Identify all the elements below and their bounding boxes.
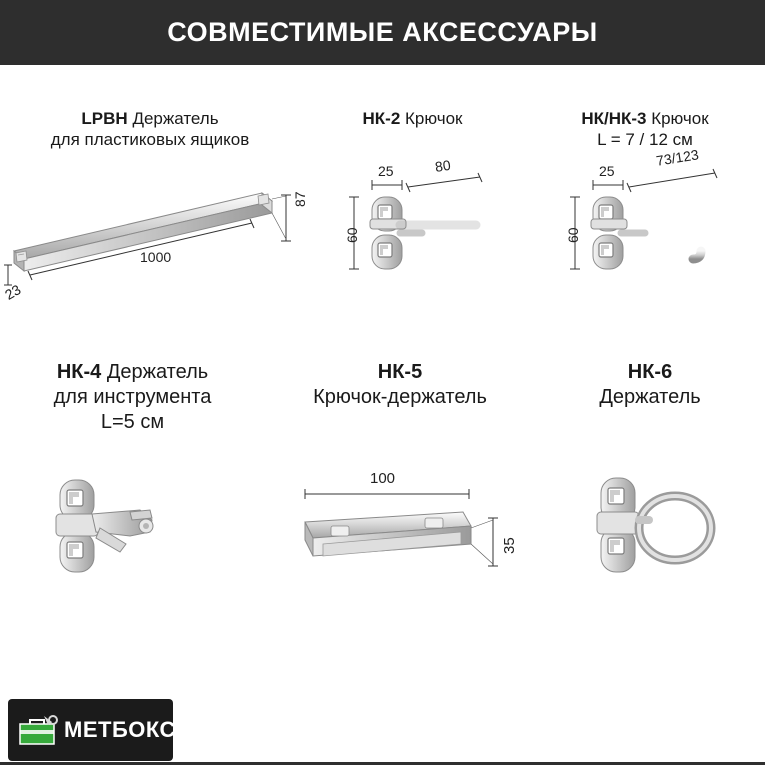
dimension-nk3-60: 60: [565, 227, 581, 243]
product-length-nk4: L=5 см: [100, 411, 165, 433]
product-image-nk5: [265, 470, 535, 620]
nk6-drawing: [535, 470, 765, 620]
product-code-nk3: НК/НК-3: [581, 109, 647, 128]
product-caption-nk4: [0, 360, 265, 435]
brand-logo: [8, 699, 176, 761]
product-image-nk6: [535, 470, 765, 620]
toolbox-icon: [14, 710, 60, 750]
product-caption-lpbh: [0, 108, 300, 151]
nk2-drawing: [300, 163, 525, 293]
product-caption-nk2: [300, 108, 525, 129]
product-code-nk5: НК-5: [377, 361, 423, 383]
dimension-nk2-25: 25: [378, 163, 394, 179]
product-name-nk5: Крючок-держатель: [313, 386, 487, 408]
nk4-drawing: [0, 470, 265, 620]
product-name-nk4: Держатель: [106, 361, 209, 383]
brand-name: МЕТБОКС: [64, 717, 176, 742]
product-name-nk3: Крючок: [651, 109, 709, 128]
product-title-lpbh: [0, 108, 300, 129]
product-code-lpbh: LPBH: [81, 109, 128, 128]
dimension-nk2-80: 80: [434, 156, 452, 175]
product-code-nk2: НК-2: [362, 109, 401, 128]
dimension-nk5-100: 100: [370, 470, 396, 487]
dimension-nk5-35: 35: [501, 537, 518, 554]
product-image-nk2: [300, 156, 525, 293]
product-name-nk6: Держатель: [599, 386, 701, 408]
product-subtitle-nk3: L = 7 / 12 см: [597, 130, 693, 150]
product-card-nk3: [525, 108, 765, 243]
product-subtitle-nk4: для инструмента: [53, 386, 212, 408]
lpbh-drawing: [0, 163, 300, 293]
dimension-nk3-73-123: 73/123: [655, 146, 700, 169]
dimension-lpbh-1000: 1000: [140, 249, 172, 265]
dimension-nk3-25: 25: [599, 163, 615, 179]
toolbox-glyph: [14, 710, 60, 750]
product-title-nk4: [0, 360, 265, 385]
product-name-nk2: Крючок: [405, 109, 463, 128]
sheet-footer: [0, 695, 765, 765]
product-title-nk3: [525, 108, 765, 129]
page-title: СОВМЕСТИМЫЕ АКСЕССУАРЫ: [167, 17, 598, 47]
dimension-lpbh-23: 23: [2, 281, 24, 303]
product-card-nk6: [535, 360, 765, 410]
product-title-nk2: [300, 108, 525, 129]
product-code-nk4: НК-4: [56, 361, 102, 383]
product-image-nk3: [525, 146, 765, 293]
product-caption-nk5: [265, 360, 535, 410]
product-name-lpbh: Держатель: [132, 109, 219, 128]
product-caption-nk3: [525, 108, 765, 151]
dimension-nk2-60: 60: [344, 227, 360, 243]
nk3-drawing: [525, 163, 765, 293]
product-image-nk4: [0, 470, 265, 620]
product-card-nk5: [265, 360, 535, 554]
sheet-header: [0, 0, 765, 65]
product-code-nk6: НК-6: [627, 361, 673, 383]
product-image-lpbh: [0, 163, 308, 303]
product-card-nk4: [0, 360, 265, 435]
nk5-drawing: [265, 470, 535, 620]
product-caption-nk6: [535, 360, 765, 410]
product-subtitle-lpbh: для пластиковых ящиков: [50, 130, 250, 150]
dimension-lpbh-87: 87: [292, 191, 308, 207]
product-card-lpbh: [0, 108, 308, 303]
